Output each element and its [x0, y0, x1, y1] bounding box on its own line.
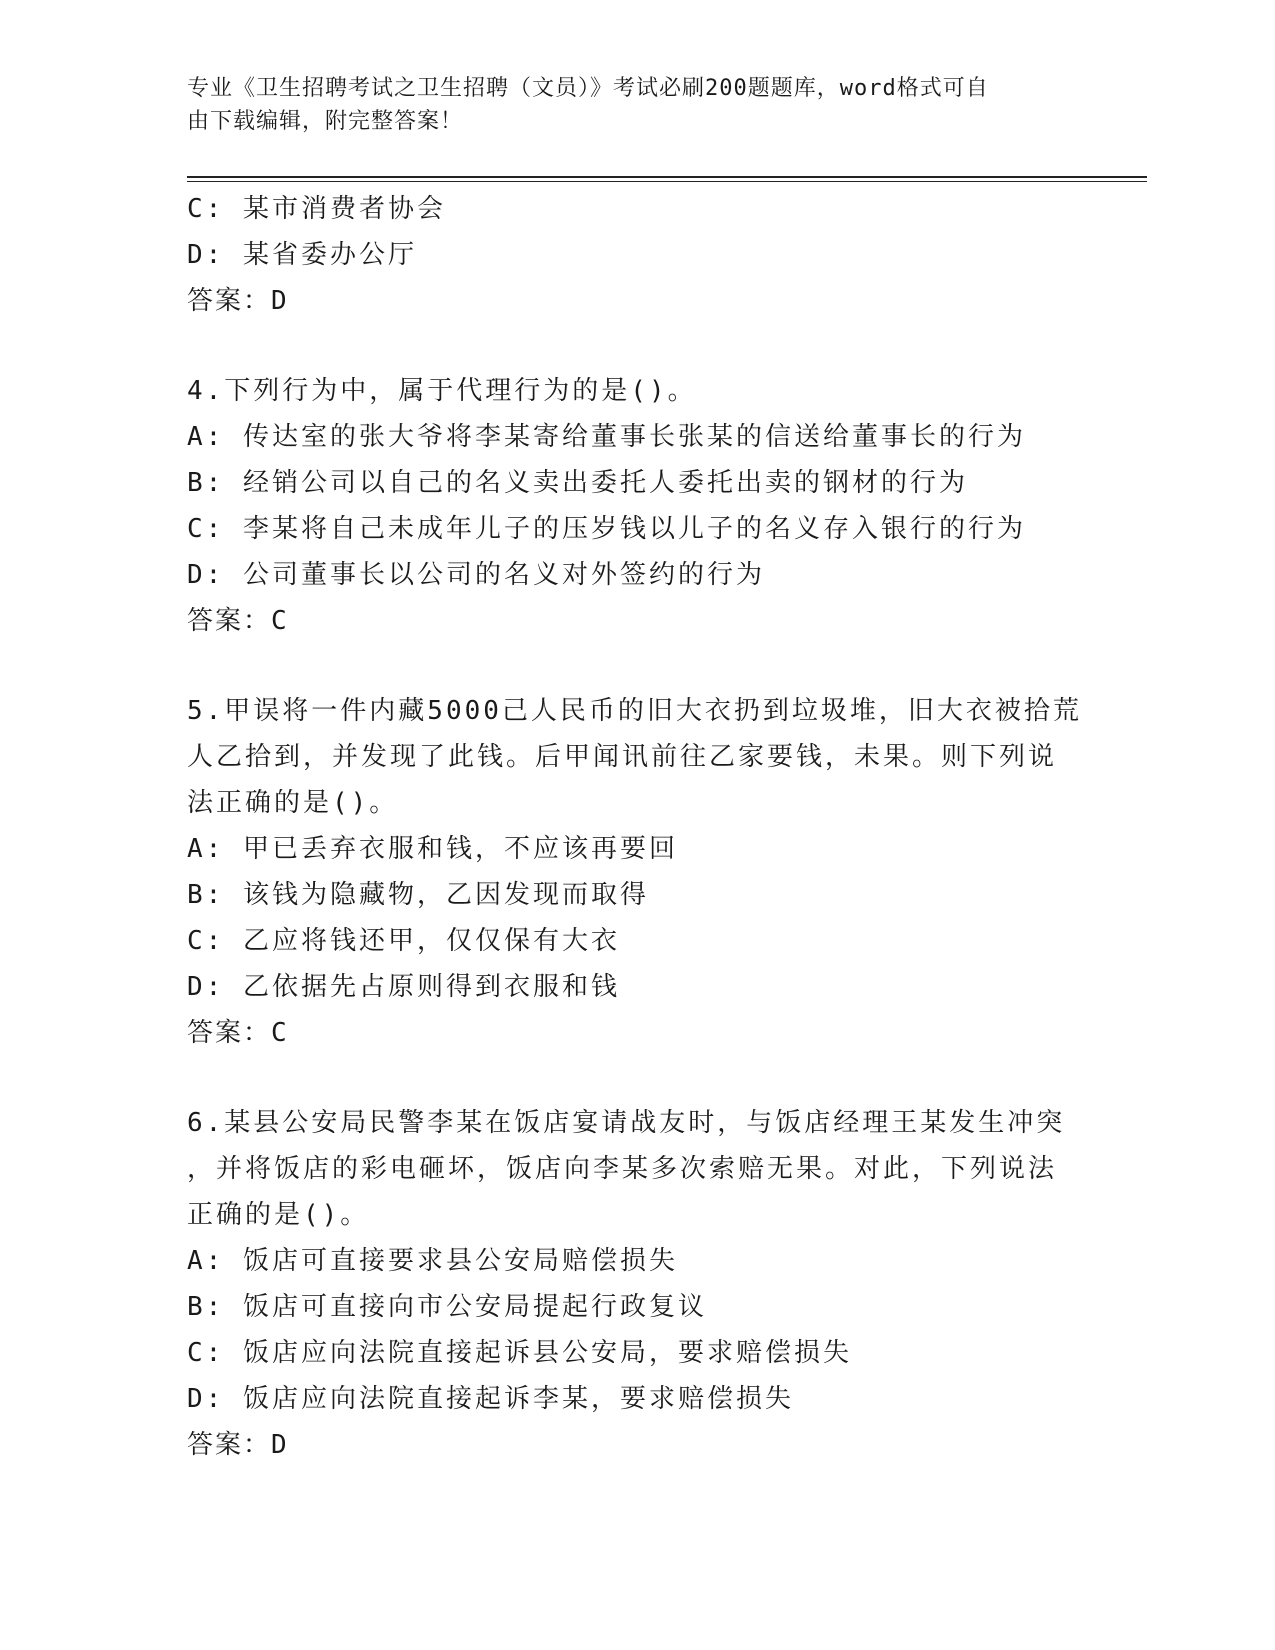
option-b: B: 经销公司以自己的名义卖出委托人委托出卖的钢材的行为 — [187, 468, 968, 498]
option-c: C: 饭店应向法院直接起诉县公安局，要求赔偿损失 — [187, 1338, 852, 1368]
question-stem: 人乙拾到，并发现了此钱。后甲闻讯前往乙家要钱，未果。则下列说 — [187, 742, 1058, 772]
header-line-1: 专业《卫生招聘考试之卫生招聘（文员）》考试必刷200题题库，word格式可自 — [187, 76, 989, 101]
question-5 — [187, 688, 1087, 1056]
question-stem: 法正确的是()。 — [187, 788, 399, 818]
header-divider-thick — [187, 176, 1147, 178]
answer: 答案：C — [187, 606, 289, 636]
option-b: B: 饭店可直接向市公安局提起行政复议 — [187, 1292, 707, 1322]
option-c: C: 李某将自己未成年儿子的压岁钱以儿子的名义存入银行的行为 — [187, 514, 1026, 544]
option-d: D: 乙依据先占原则得到衣服和钱 — [187, 972, 620, 1002]
option-d: D: 饭店应向法院直接起诉李某，要求赔偿损失 — [187, 1384, 794, 1414]
option-a: A: 甲已丢弃衣服和钱，不应该再要回 — [187, 834, 678, 864]
option-c: C: 乙应将钱还甲，仅仅保有大衣 — [187, 926, 620, 956]
answer: 答案：D — [187, 1430, 289, 1460]
question-6 — [187, 1100, 1087, 1468]
header-line-2: 由下载编辑，附完整答案！ — [187, 109, 464, 134]
question-stem: 5.甲误将一件内藏5000己人民币的旧大衣扔到垃圾堆，旧大衣被拾荒 — [187, 696, 1082, 726]
option-b: B: 该钱为隐藏物，乙因发现而取得 — [187, 880, 649, 910]
question-list — [187, 186, 1087, 1468]
option-a: A: 饭店可直接要求县公安局赔偿损失 — [187, 1246, 678, 1276]
spacer — [187, 644, 1087, 688]
header-divider-thin — [187, 181, 1147, 182]
answer: 答案：D — [187, 286, 289, 316]
question-stem: ，并将饭店的彩电砸坏，饭店向李某多次索赔无果。对此，下列说法 — [187, 1154, 1058, 1184]
option-c: C: 某市消费者协会 — [187, 194, 446, 224]
option-d: D: 某省委办公厅 — [187, 240, 417, 270]
answer: 答案：C — [187, 1018, 289, 1048]
spacer — [187, 324, 1087, 368]
spacer — [187, 1056, 1087, 1100]
question-stem: 4.下列行为中，属于代理行为的是()。 — [187, 376, 697, 406]
option-a: A: 传达室的张大爷将李某寄给董事长张某的信送给董事长的行为 — [187, 422, 1026, 452]
question-stem: 6.某县公安局民警李某在饭店宴请战友时，与饭店经理王某发生冲突 — [187, 1108, 1066, 1138]
document-header — [187, 72, 1067, 138]
option-d: D: 公司董事长以公司的名义对外签约的行为 — [187, 560, 765, 590]
question-3-continued — [187, 186, 1087, 324]
question-stem: 正确的是()。 — [187, 1200, 370, 1230]
question-4 — [187, 368, 1087, 644]
